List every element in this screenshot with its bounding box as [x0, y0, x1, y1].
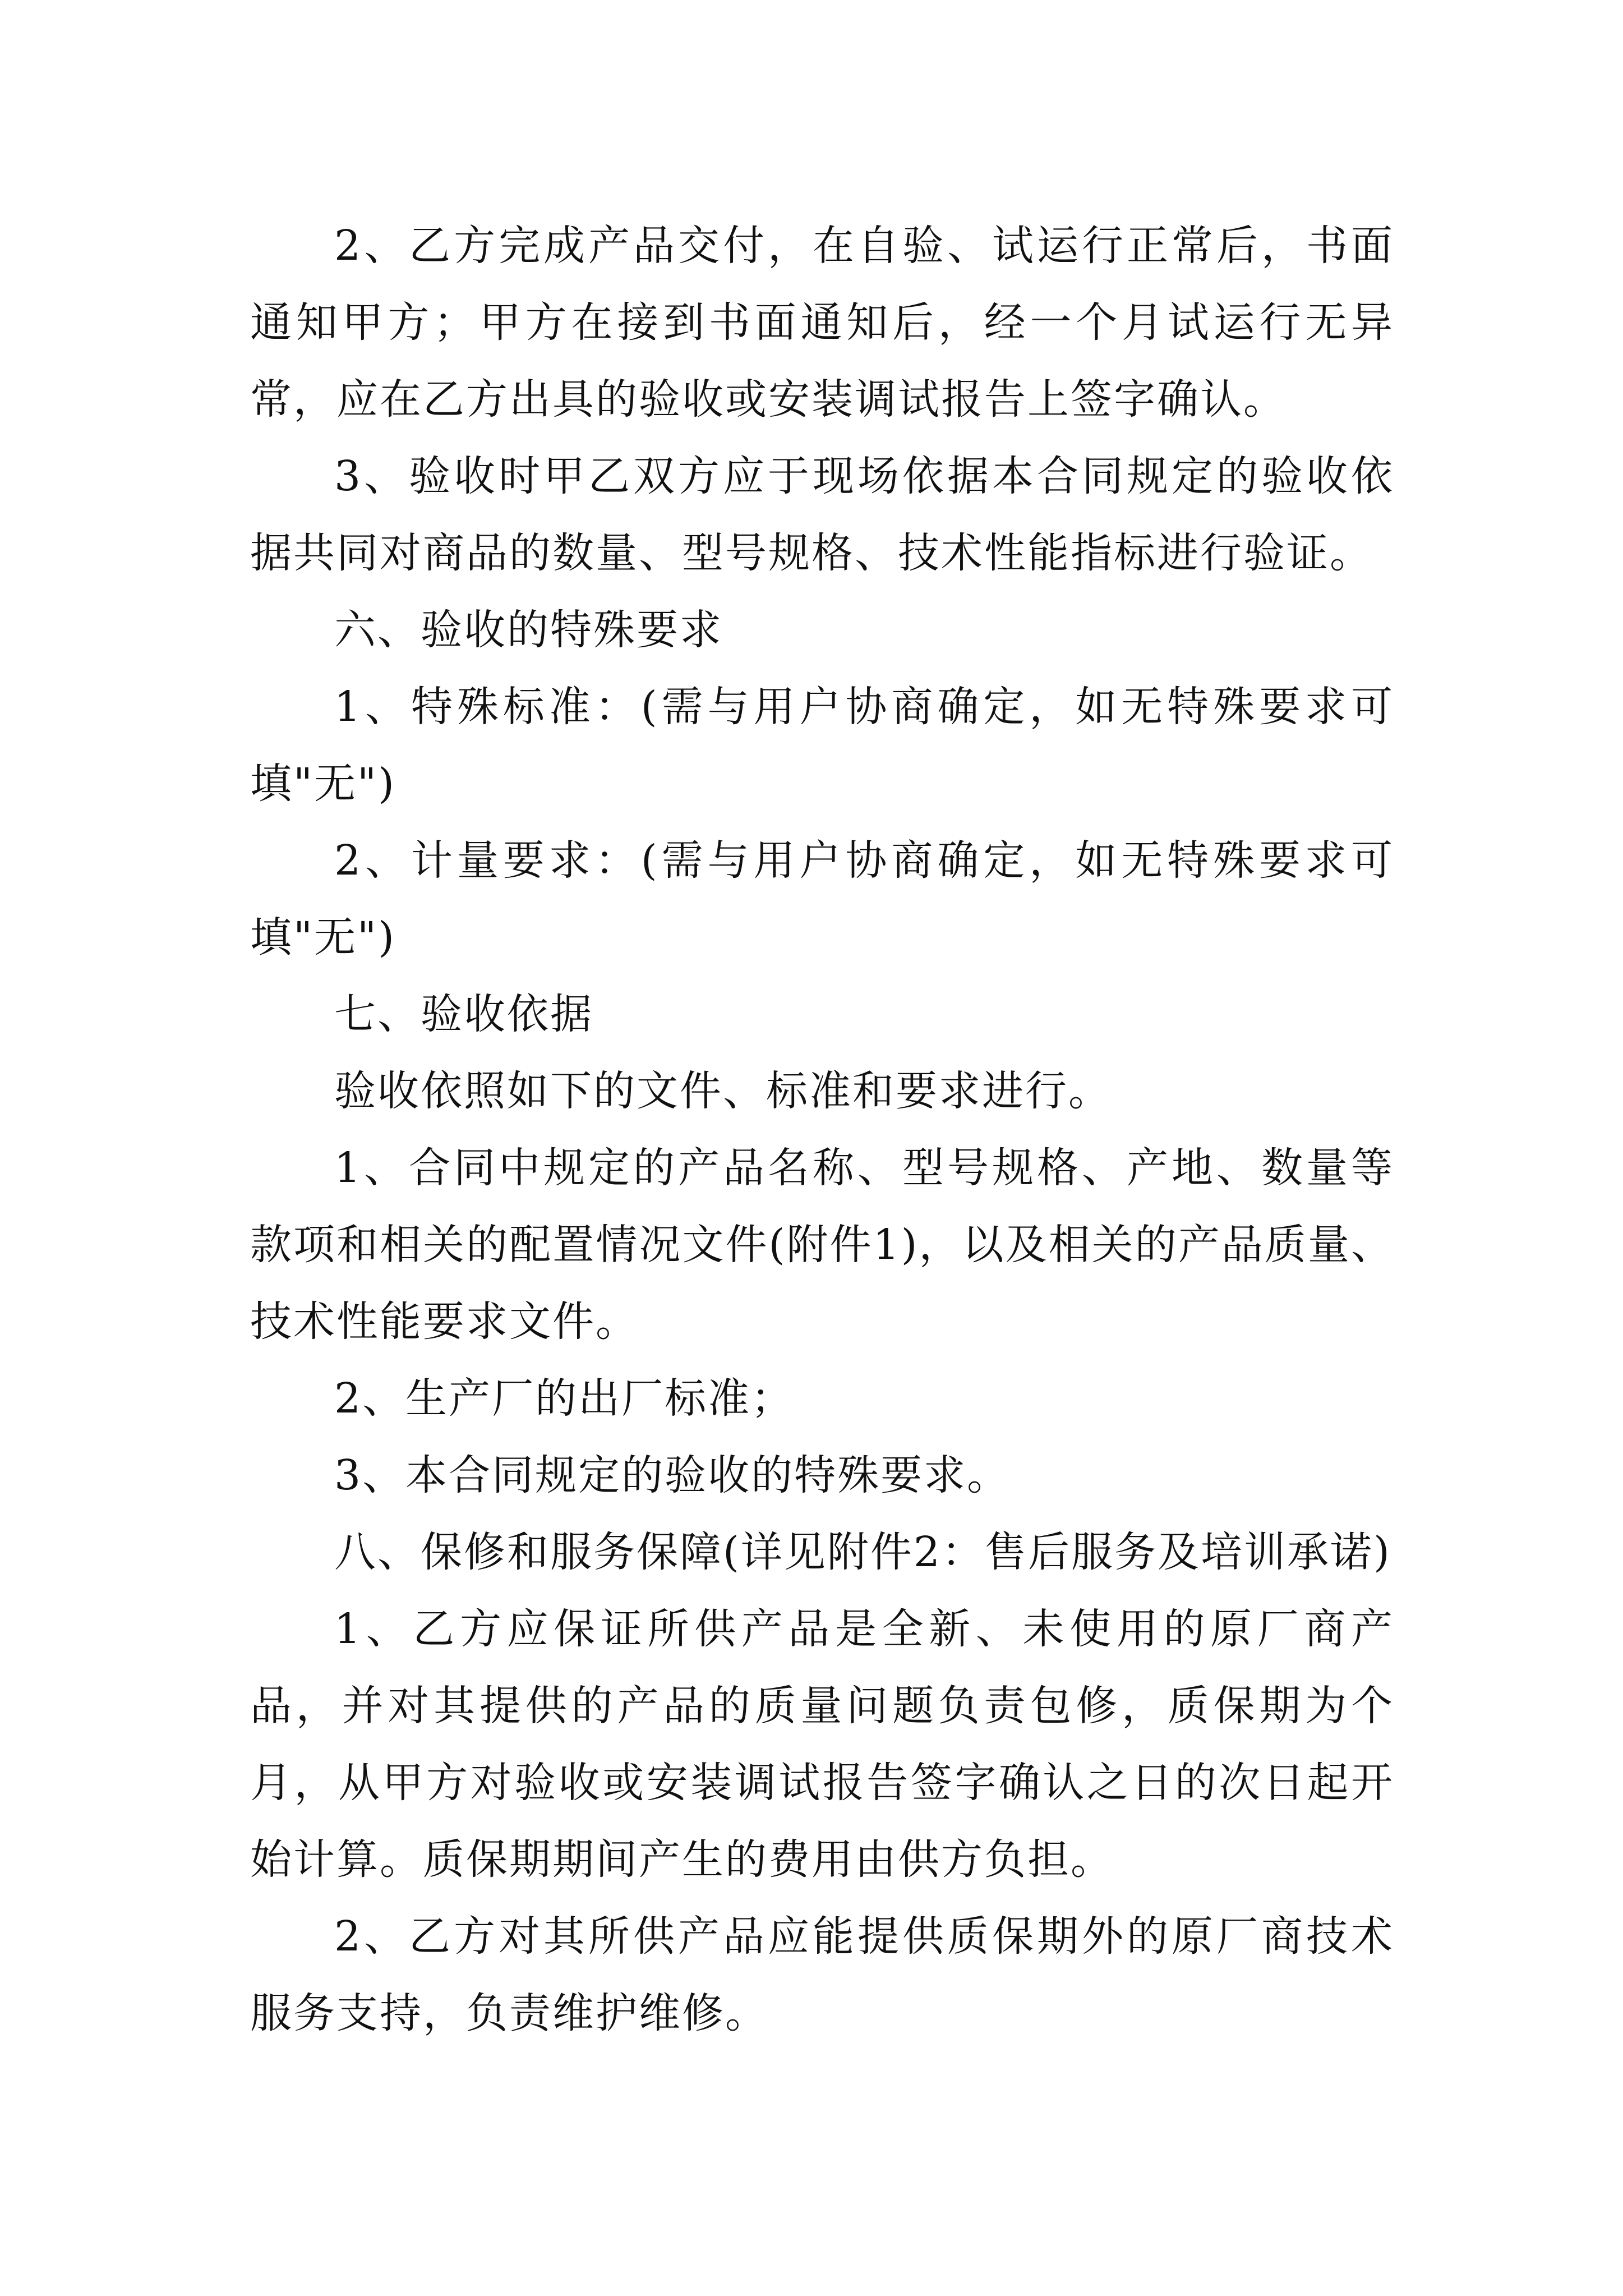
- paragraph-warranty-terms: 1、乙方应保证所供产品是全新、未使用的原厂商产品，并对其提供的产品的质量问题负责包修，质保期为个月，从甲方对验收或安装调试报告签字确认之日的次日起开始计算。质保期期间产生的费用由供方负担。: [250, 1605, 1394, 1884]
- section-heading-acceptance-basis: 七、验收依据: [334, 990, 593, 1038]
- paragraph-delivery-notice: 2、乙方完成产品交付，在自验、试运行正常后，书面通知甲方；甲方在接到书面通知后，经一个月试运行无异常，应在乙方出具的验收或安装调试报告上签字确认。: [250, 222, 1394, 424]
- paragraph-contract-special-requirements: 3、本合同规定的验收的特殊要求。: [334, 1451, 1011, 1499]
- paragraph-special-standard: 1、特殊标准：(需与用户协商确定，如无特殊要求可填"无"): [250, 683, 1394, 808]
- paragraph-technical-support: 2、乙方对其所供产品应能提供质保期外的原厂商技术服务支持，负责维护维修。: [250, 1912, 1394, 2037]
- paragraph-factory-standard: 2、生产厂的出厂标准；: [334, 1374, 795, 1423]
- document-body: [250, 208, 1394, 2052]
- paragraph-acceptance-intro: 验收依照如下的文件、标准和要求进行。: [334, 1067, 1112, 1115]
- section-heading-warranty-service: 八、保修和服务保障(详见附件2：售后服务及培训承诺): [334, 1528, 1391, 1576]
- paragraph-contract-specs: 1、合同中规定的产品名称、型号规格、产地、数量等款项和相关的配置情况文件(附件1)，以及相关的产品质量、技术性能要求文件。: [250, 1144, 1394, 1346]
- paragraph-metering-requirement: 2、计量要求：(需与用户协商确定，如无特殊要求可填"无"): [250, 836, 1394, 961]
- paragraph-onsite-verification: 3、验收时甲乙双方应于现场依据本合同规定的验收依据共同对商品的数量、型号规格、技术性能指标进行验证。: [250, 452, 1394, 577]
- section-heading-special-requirements: 六、验收的特殊要求: [334, 606, 723, 654]
